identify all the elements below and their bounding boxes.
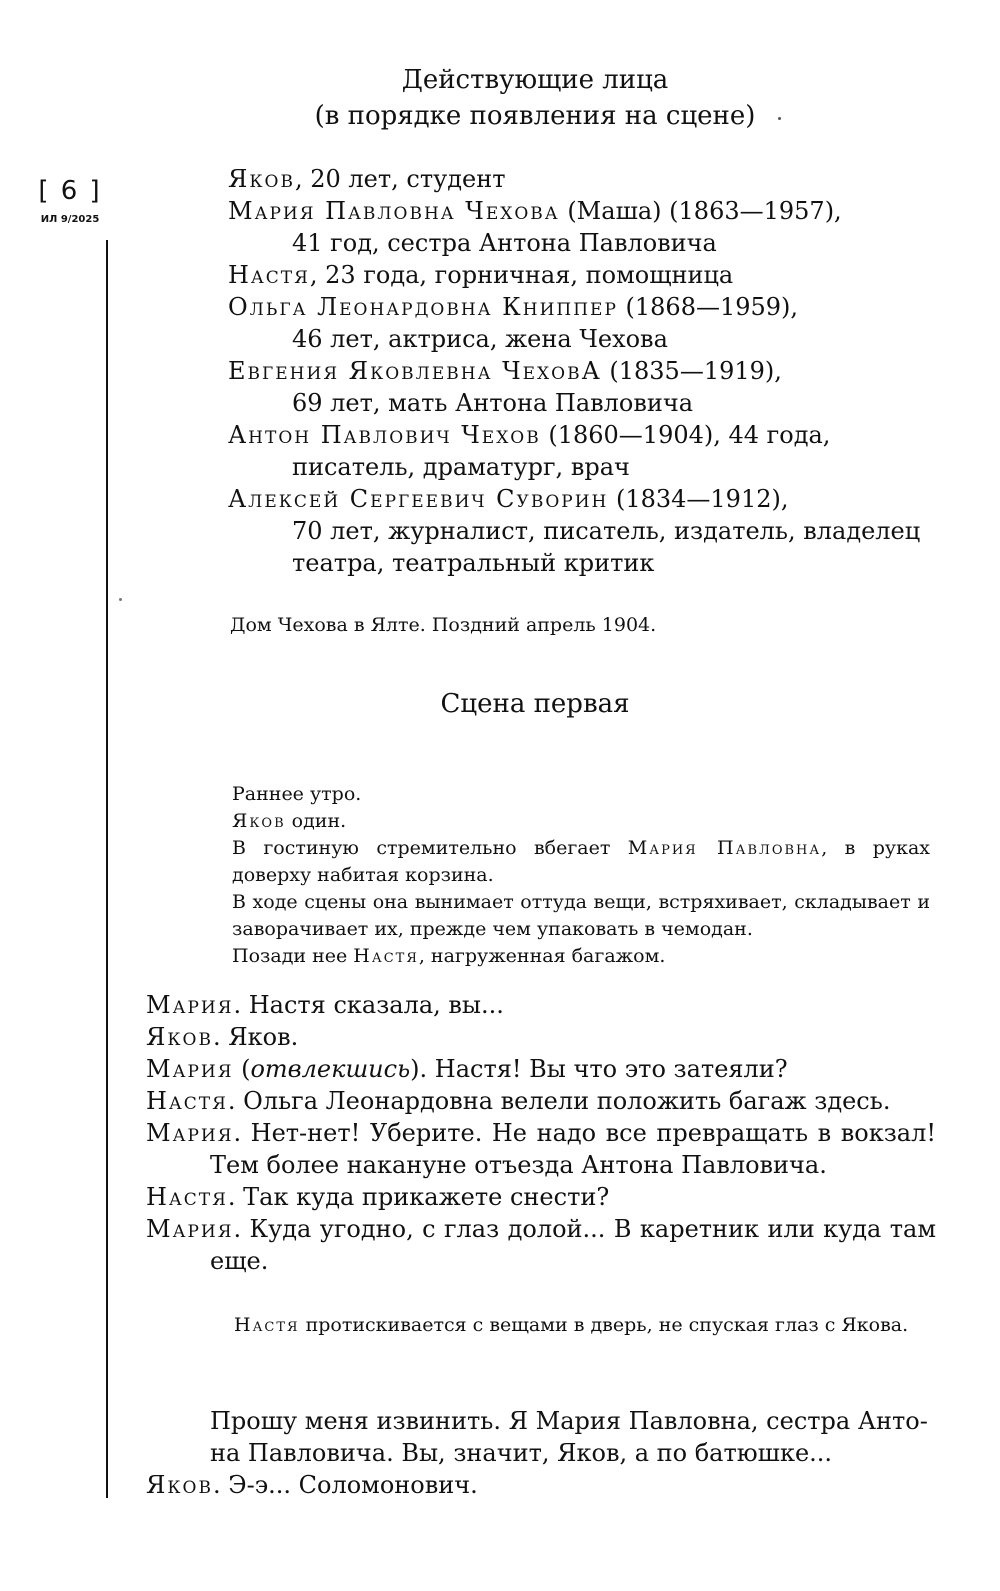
cast-entry: Алексей Сергеевич Суворин (1834—1912), 70 лет, журналист, писатель, издатель, владелец театра, театральный критик: [228, 485, 921, 577]
cast-list: [228, 163, 948, 579]
dramatis-personae-subtitle: (в порядке появления на сцене): [314, 101, 756, 131]
dialogue-line: Настя. Ольга Леонардовна велели положить багаж здесь.: [146, 1087, 891, 1115]
stage-direction: Настя протискивается с вещами в дверь, не спуская глаз с Якова.: [234, 1314, 909, 1336]
dialogue: [146, 989, 936, 1277]
character-name: Яков: [232, 810, 286, 832]
cast-entry: Мария Павловна Чехова (Маша) (1863—1957), 41 год, сестра Антона Павловича: [228, 197, 842, 257]
dramatis-personae-title: Действующие лица: [401, 65, 669, 95]
cast-entry: Настя, 23 года, горничная, помощница: [228, 261, 734, 289]
dialogue-continued: [146, 1405, 936, 1501]
speaker: Мария: [146, 1055, 234, 1083]
dialogue-line: Яков. Э-э... Соломонович.: [146, 1471, 478, 1499]
character-name: Евгения Яковлевна ЧеховА: [228, 357, 602, 385]
dialogue-line: Яков. Яков.: [146, 1023, 299, 1051]
speck: [119, 598, 122, 601]
speaker: Мария: [146, 991, 234, 1019]
cast-entry: Ольга Леонардовна Книппер (1868—1959), 46 лет, актриса, жена Чехова: [228, 293, 799, 353]
character-name: Настя: [234, 1314, 300, 1336]
dialogue-line: Мария. Настя сказала, вы...: [146, 991, 504, 1019]
dialogue-line: Прошу меня извинить. Я Мария Павловна, сестра Анто-: [210, 1407, 928, 1435]
setting-note: Дом Чехова в Ялте. Поздний апрель 1904.: [230, 614, 657, 636]
speaker: Яков: [146, 1471, 213, 1499]
dialogue-line: Мария (отвлекшись). Настя! Вы что это затеяли?: [146, 1055, 788, 1083]
dialogue-line: Настя. Так куда прикажете снести?: [146, 1183, 610, 1211]
character-name: Настя: [353, 945, 419, 967]
speaker: Настя: [146, 1183, 228, 1211]
cast-entry: Яков, 20 лет, студент: [228, 165, 506, 193]
character-name: Яков: [228, 165, 295, 193]
dialogue-line: на Павловича. Вы, значит, Яков, а по батюшке...: [210, 1439, 833, 1467]
dialogue-line: Мария. Нет-нет! Уберите. Не надо все превращать в вокзал! Тем более накануне отъезда Антона Павловича.: [146, 1119, 936, 1179]
cast-entry: Евгения Яковлевна ЧеховА (1835—1919), 69 лет, мать Антона Павловича: [228, 357, 782, 417]
italic-remark: отвлекшись: [250, 1055, 411, 1083]
stage-directions: Раннее утро. Яков один. В гостиную стремительно вбегает Мария Павловна, в руках доверху набитая корзина. В ходе сцены она вынимает оттуда вещи, встряхивает, складывает и заворачивает их, прежде чем упаковать в чемодан. Позади нее Настя, нагруженная багажом.: [232, 783, 931, 967]
character-name: Мария Павловна: [627, 837, 822, 859]
character-name: Настя: [228, 261, 310, 289]
page-number: [ 6 ]: [38, 176, 102, 206]
speaker: Мария: [146, 1119, 234, 1147]
speaker: Настя: [146, 1087, 228, 1115]
scene-title: Сцена первая: [440, 689, 630, 719]
journal-issue: ИЛ 9/2025: [40, 214, 100, 225]
dialogue-line: Мария. Куда угодно, с глаз долой... В каретник или куда там еще.: [146, 1215, 936, 1275]
character-name: Алексей Сергеевич Суворин: [228, 485, 609, 513]
cast-entry: Антон Павлович Чехов (1860—1904), 44 года, писатель, драматург, врач: [228, 421, 831, 481]
margin-rule: [106, 240, 108, 1498]
speaker: Мария: [146, 1215, 234, 1243]
character-name: Ольга Леонардовна Книппер: [228, 293, 618, 321]
speaker: Яков: [146, 1023, 213, 1051]
character-name: Мария Павловна Чехова: [228, 197, 560, 225]
character-name: Антон Павлович Чехов: [228, 421, 541, 449]
